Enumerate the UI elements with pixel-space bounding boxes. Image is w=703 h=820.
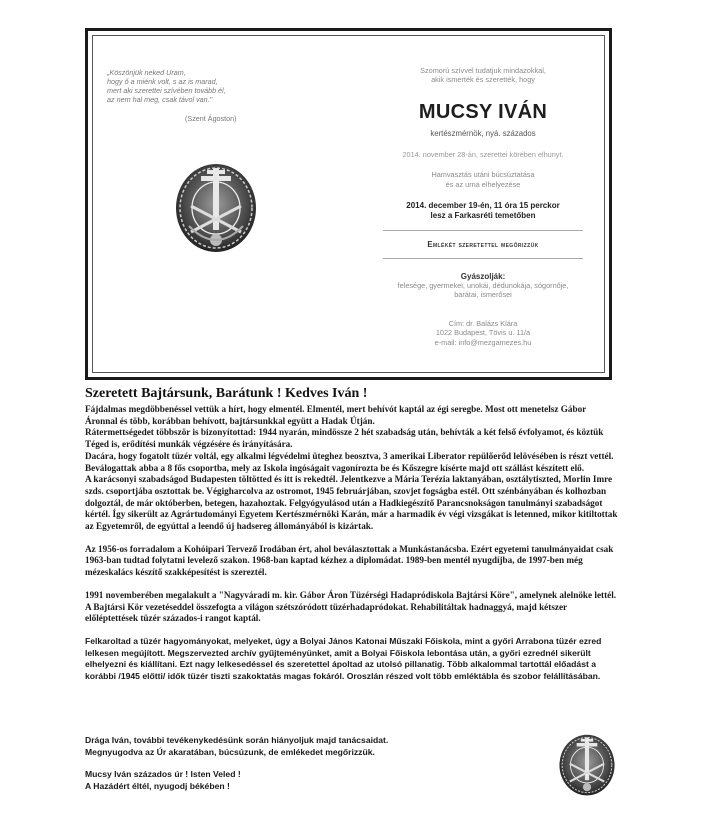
quote xyxy=(107,68,277,104)
paragraph: Fájdalmas megdöbbenéssel vettük a hírt, hogy elmentél. Elmentél, mert behívót kaptál az égi seregbe. Most ott menetelsz Gábor Áronnal és több, korábban behívott, bajtársunkkal együtt a Hadak Útján. xyxy=(85,404,587,426)
letter-body xyxy=(85,404,620,683)
ceremony-line: és az urna elhelyezése xyxy=(445,179,521,189)
mourners-line: barátai, ismerősei xyxy=(454,290,512,300)
death-date-line: 2014. november 28-án, szerettei körében elhunyt. xyxy=(402,150,564,160)
remember-line: Emlékét szeretettel megőrizzük xyxy=(427,239,539,249)
paragraph: Az 1956-os forradalom a Kohóipari Tervező Irodában ért, ahol beválasztottak a Munkástanácsba. Ezért egyetemi tanulmányaidat csak 1963-ban tudtad folytatni levelező szakon. 1968-ban kaptad kézhez a diplomádat. 1989-ben mentél nyugdíjba, de 1997-ben még mézeskalács készítő szakképesítést is szereztél. xyxy=(85,543,614,578)
paragraph: 1991 novemberében megalakult a "Nagyváradi m. kir. Gábor Áron Tüzérségi Hadapródiskola Bajtársi Köre", amelynek alelnöke lettél. A Bajtársi Kör vezetéseddel összefogta a világon szétszóródott tüzérhadapródokat. Rehabilitáltak hadnaggyá, majd kétszer előléptettések tüzér százados-i rangot kaptál. xyxy=(85,589,617,624)
quote-line: hogy ő a miénk volt, s az is marad, xyxy=(107,77,218,86)
paragraph: Dacára, hogy fogatolt tüzér voltál, egy alkalmi légvédelmi üteghez beosztva, 3 amerikai Liberator repülőerőd lelövésében is részt vettél. Beválogattak abba a 8 fős csoportba, mely az Iskola ingóságait vagonírozta be és Kőszegre kísérte majd ott szállást készített elő. xyxy=(85,450,614,473)
quote-line: „Köszönjük neked Uram, xyxy=(107,68,186,77)
deceased-title: kertészmérnök, nyá. százados xyxy=(430,129,536,139)
divider xyxy=(383,230,583,231)
quote-line: mert aki szerettei szívében tovább él, xyxy=(107,86,226,95)
death-notice xyxy=(85,28,612,380)
notice-inner-frame xyxy=(92,35,605,373)
contact-line: 1022 Budapest, Tövis u. 11/a xyxy=(435,328,531,338)
mourners-line: felesége, gyermekei, unokái, dédunokája, sógornője, xyxy=(397,280,569,290)
signoff-line: Megnyugodva az Úr akaratában, búcsúzunk, de emlékedet megőrizzük. xyxy=(85,746,375,757)
signoff xyxy=(85,735,388,792)
paragraph: Rátermettségedet többször is bizonyítottad: 1944 nyarán, mindössze 2 hét szabadság után, behívták a két felső évfolyamot, és köztük Téged is, erődítési munkák végzésére és irányítására. xyxy=(85,427,604,450)
contact-email: e-mail: info@mezgamezes.hu xyxy=(434,337,532,347)
deceased-name: MUCSY IVÁN xyxy=(418,101,548,124)
funeral-place: lesz a Farkasréti temetőben xyxy=(430,210,536,220)
funeral-date: 2014. december 19-én, 11 óra 15 perckor xyxy=(406,200,560,210)
contact-block xyxy=(373,319,593,347)
contact-line: Cím: dr. Balázs Klára xyxy=(448,319,518,329)
artillery-badge-emblem-small xyxy=(556,728,618,798)
mourners-heading: Gyászolják: xyxy=(460,271,506,281)
paragraph: A karácsonyi szabadságod Budapesten töltötted és itt is rekedtél. Jelentkezve a Mária Terézia laktanyában, osztálytiszted, Morlin Imre szds. csoportjába osztottak be. Végigharcolva az ostromot, 1945 februárjában, szovjet fogságba estél. Ott szénbányában és kolhozban dolgoztál, de már októberben, betegen, hazahoztak. Felgyógyulásod után a Hadkiegészítő Parancsnokságon tanulmányi szabadságot kértél. Így sikerült az Agrártudományi Egyetem Kertészmérnöki Karán, már a harmadik év végi vizsgákat is letenned, mikor kitiltottak az Egyetemről, de egyúttal a leendő új hadsereg állományából is kizártak. xyxy=(85,474,618,532)
artillery-badge-emblem xyxy=(171,156,261,254)
intro-line: akik ismerték és szerették, hogy xyxy=(431,75,535,85)
divider xyxy=(383,258,583,259)
notice-main-column xyxy=(373,66,593,347)
signoff-line: A Hazádért éltél, nyugodj békében ! xyxy=(85,780,230,791)
signoff-line: Drága Iván, további tevékenykedésünk során hiányoljuk majd tanácsaidat. xyxy=(85,735,389,745)
intro-line: Szomorú szívvel tudatjuk mindazokkal, xyxy=(420,66,546,75)
letter-headline: Szeretett Bajtársunk, Barátunk ! Kedves Iván ! xyxy=(85,386,368,401)
paragraph: Felkaroltad a tüzér hagyományokat, melyeket, úgy a Bolyai János Katonai Műszaki Főiskola, mint a győri Arrabona tüzér ezred lelkesen megújított. Megszervezted archív gyűjteményünket, amit a Bolyai Főiskola lebontása után, a győri ezrednél sikerült elhelyezni és kiállítani. Ezt nagy lelkesedéssel és szeretettel ápoltad az utolsó pillanatig. Több alkalommal tartottál előadást a korábbi /1945 előtti/ idők tüzér tiszti szakoktatás magas fokáról. Oroszlán részed volt több emléktábla és szobor felállításában. xyxy=(85,635,602,682)
signoff-line: Mucsy Iván százados úr ! Isten Veled ! xyxy=(85,769,241,779)
ceremony-line: Hamvasztás utáni búcsúztatása xyxy=(431,170,535,180)
quote-source: (Szent Ágoston) xyxy=(185,114,237,123)
quote-line: az nem hal meg, csak távol van." xyxy=(107,95,213,104)
